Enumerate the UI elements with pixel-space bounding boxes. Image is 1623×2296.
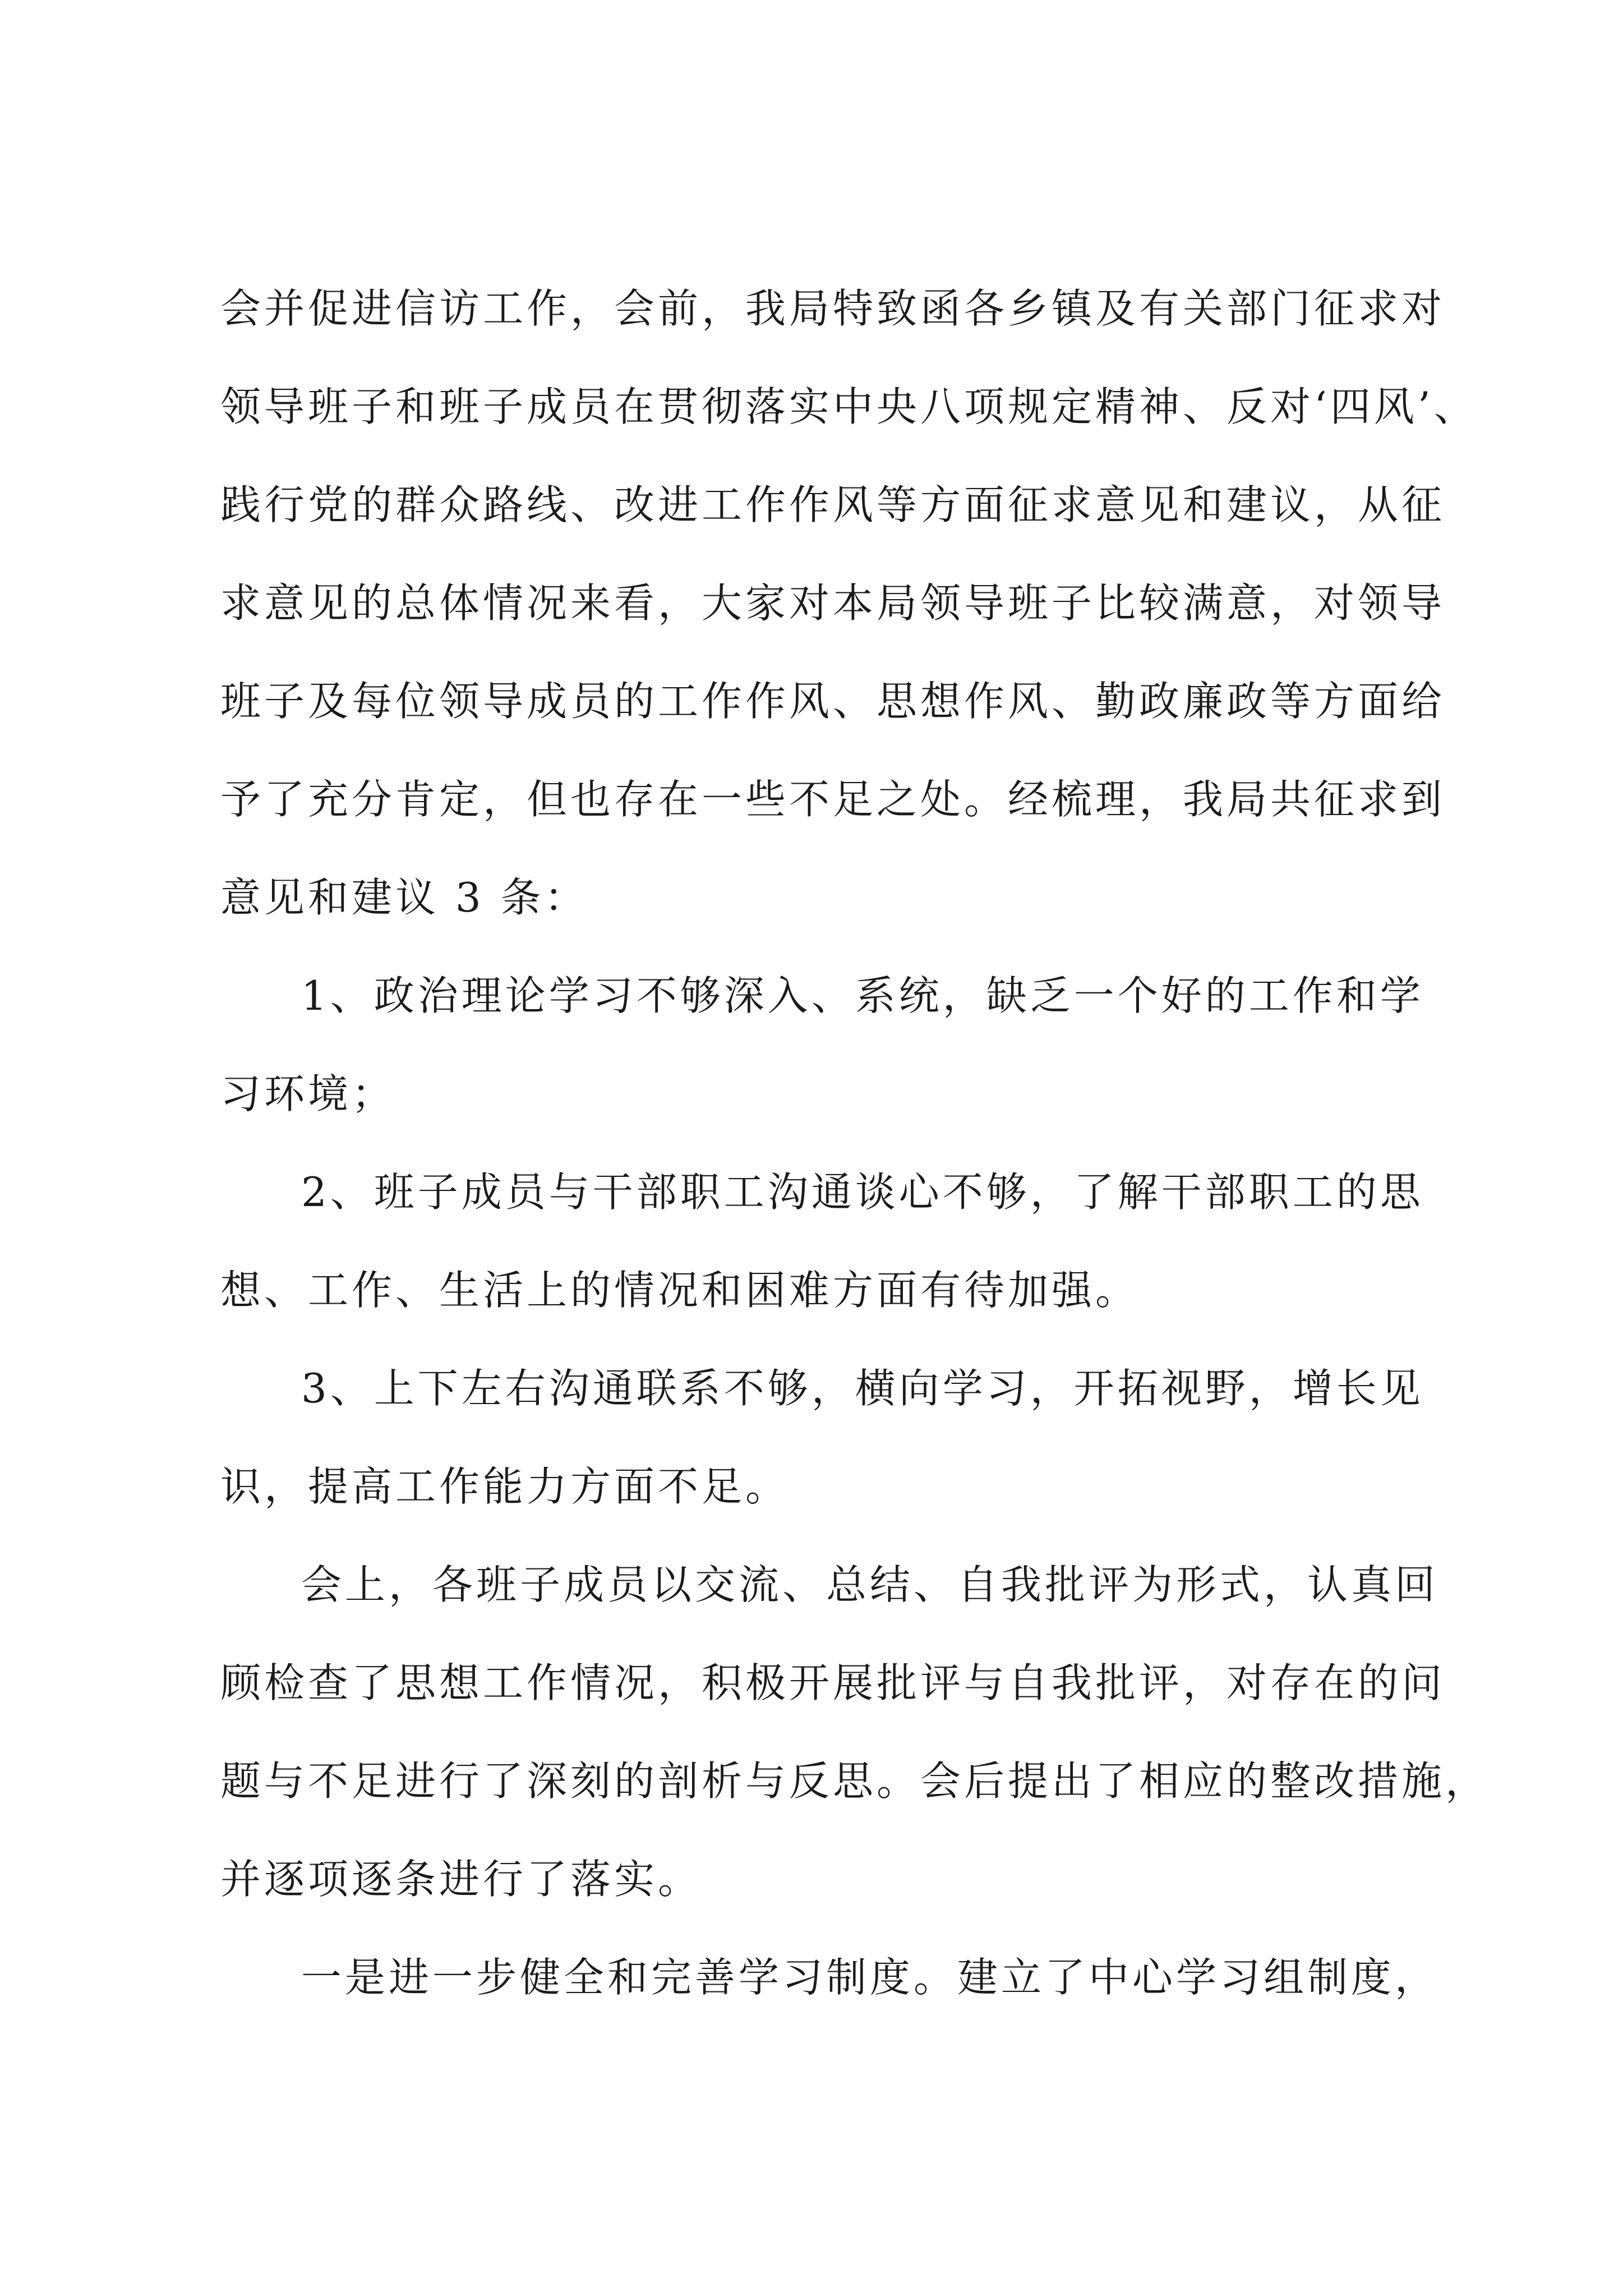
text-line: 并逐项逐条进行了落实。 — [220, 1856, 702, 1903]
text-line: 会上，各班子成员以交流、总结、自我批评为形式，认真回 — [301, 1561, 1439, 1608]
text-line: 一是进一步健全和完善学习制度。建立了中心学习组制度， — [301, 1954, 1439, 2001]
text-line: 会并促进信访工作，会前，我局特致函各乡镇及有关部门征求对 — [220, 285, 1446, 332]
text-line: 求意见的总体情况来看，大家对本局领导班子比较满意，对领导 — [220, 579, 1446, 627]
text-line: 予了充分肯定，但也存在一些不足之处。经梳理，我局共征求到 — [220, 776, 1446, 823]
text-line: 3、上下左右沟通联系不够，横向学习，开拓视野，增长见 — [301, 1365, 1424, 1412]
text-line: 意见和建议 3 条： — [220, 874, 588, 921]
text-line: 领导班子和班子成员在贯彻落实中央八项规定精神、反对‘四风’、 — [220, 383, 1478, 430]
text-line: 践行党的群众路线、改进工作作风等方面征求意见和建议，从征 — [220, 481, 1446, 528]
text-line: 顾检查了思想工作情况，积极开展批评与自我批评，对存在的问 — [220, 1659, 1446, 1706]
text-line: 题与不足进行了深刻的剖析与反思。会后提出了相应的整改措施， — [220, 1757, 1490, 1805]
text-line: 想、工作、生活上的情况和困难方面有待加强。 — [220, 1267, 1140, 1314]
text-line: 班子及每位领导成员的工作作风、思想作风、勤政廉政等方面给 — [220, 678, 1446, 725]
text-line: 1、政治理论学习不够深入、系统，缺乏一个好的工作和学 — [301, 972, 1424, 1019]
text-line: 2、班子成员与干部职工沟通谈心不够，了解干部职工的思 — [301, 1168, 1424, 1216]
text-line: 识，提高工作能力方面不足。 — [220, 1463, 790, 1510]
text-line: 习环境； — [220, 1070, 396, 1117]
